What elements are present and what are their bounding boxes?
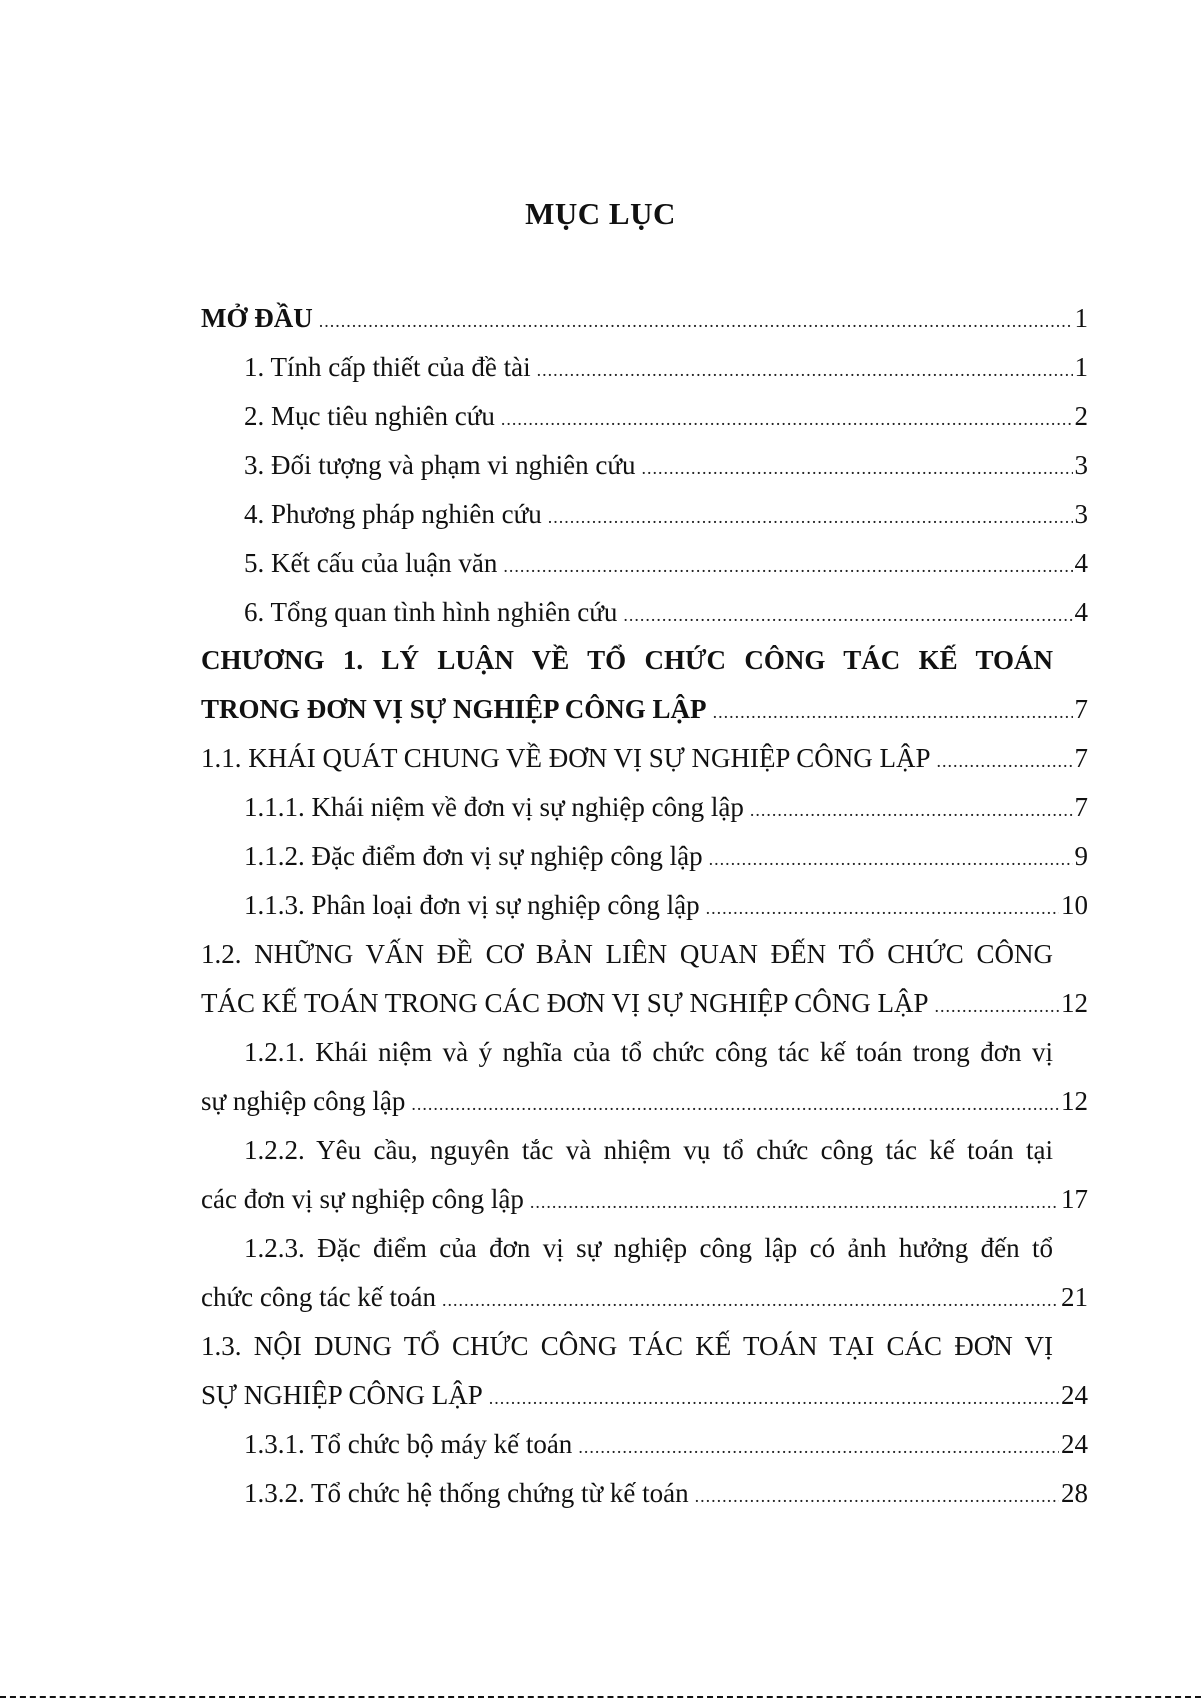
dot-leader bbox=[695, 1479, 1059, 1513]
toc-page-number: 7 bbox=[1074, 694, 1088, 724]
toc-entry-text: 3. Đối tượng và phạm vi nghiên cứu bbox=[244, 450, 636, 480]
toc-entry-text: 5. Kết cấu của luận văn bbox=[244, 548, 498, 578]
toc-page-number: 7 bbox=[1074, 743, 1088, 773]
dot-leader bbox=[503, 549, 1072, 583]
toc-entry-text: TÁC KẾ TOÁN TRONG CÁC ĐƠN VỊ SỰ NGHIỆP CÔNG LẬP bbox=[201, 988, 929, 1018]
toc-section-1-3-2 bbox=[244, 1476, 1088, 1513]
dot-leader bbox=[713, 695, 1073, 729]
toc-page-number: 4 bbox=[1074, 548, 1088, 578]
dot-leader bbox=[709, 842, 1073, 876]
toc-entry-text: sự nghiệp công lập bbox=[201, 1086, 406, 1116]
toc-entry-text: 1.3.1. Tổ chức bộ máy kế toán bbox=[244, 1429, 573, 1459]
toc-entry-text: chức công tác kế toán bbox=[201, 1282, 437, 1312]
toc-entry-5 bbox=[244, 546, 1088, 583]
toc-section-1-2-1-line1: 1.2.1. Khái niệm và ý nghĩa của tổ chức công tác kế toán trong đơn vị bbox=[244, 1037, 1053, 1067]
dot-leader bbox=[935, 989, 1060, 1023]
toc-entry-4 bbox=[244, 497, 1088, 534]
toc-section-1-3-line2 bbox=[201, 1378, 1088, 1415]
bottom-edge-rule bbox=[0, 1696, 1201, 1698]
toc-entry-6 bbox=[244, 595, 1088, 632]
dot-leader bbox=[706, 891, 1059, 925]
toc-page-number: 1 bbox=[1074, 303, 1088, 333]
toc-section-1-2-3-line2 bbox=[201, 1280, 1088, 1317]
toc-entry-1 bbox=[244, 350, 1088, 387]
dot-leader bbox=[750, 793, 1073, 827]
toc-page-number: 12 bbox=[1061, 988, 1088, 1018]
toc-entry-text: 1.1.3. Phân loại đơn vị sự nghiệp công lập bbox=[244, 890, 700, 920]
dot-leader bbox=[530, 1185, 1059, 1219]
toc-entry-text: TRONG ĐƠN VỊ SỰ NGHIỆP CÔNG LẬP bbox=[201, 694, 707, 724]
toc-entry-text: 1.1. KHÁI QUÁT CHUNG VỀ ĐƠN VỊ SỰ NGHIỆP CÔNG LẬP bbox=[201, 743, 931, 773]
toc-chapter-1-line1: CHƯƠNG 1. LÝ LUẬN VỀ TỔ CHỨC CÔNG TÁC KẾ TOÁN bbox=[201, 645, 1053, 675]
toc-section-1-1-2 bbox=[244, 839, 1088, 876]
toc-entry-text: SỰ NGHIỆP CÔNG LẬP bbox=[201, 1380, 483, 1410]
toc-chapter-1-line2 bbox=[201, 692, 1088, 729]
toc-page-number: 4 bbox=[1074, 597, 1088, 627]
toc-entry-text: 2. Mục tiêu nghiên cứu bbox=[244, 401, 495, 431]
toc-entry-text: 1. Tính cấp thiết của đề tài bbox=[244, 352, 531, 382]
toc-entry-text: các đơn vị sự nghiệp công lập bbox=[201, 1184, 524, 1214]
dot-leader bbox=[548, 500, 1073, 534]
toc-section-1-3-line1: 1.3. NỘI DUNG TỔ CHỨC CÔNG TÁC KẾ TOÁN TẠI CÁC ĐƠN VỊ bbox=[201, 1331, 1053, 1361]
dot-leader bbox=[411, 1087, 1059, 1121]
toc-page-number: 24 bbox=[1061, 1380, 1088, 1410]
toc-section-1-1-1 bbox=[244, 790, 1088, 827]
toc-section-1-2-line1: 1.2. NHỮNG VẤN ĐỀ CƠ BẢN LIÊN QUAN ĐẾN TỔ CHỨC CÔNG bbox=[201, 939, 1053, 969]
toc-page-number: 21 bbox=[1061, 1282, 1088, 1312]
toc-page-number: 3 bbox=[1074, 450, 1088, 480]
toc-entry-text: MỞ ĐẦU bbox=[201, 303, 313, 333]
toc-page-number: 17 bbox=[1061, 1184, 1088, 1214]
toc-entry-3 bbox=[244, 448, 1088, 485]
dot-leader bbox=[501, 402, 1073, 436]
toc-page-number: 1 bbox=[1074, 352, 1088, 382]
toc-entry-mo-dau bbox=[201, 301, 1088, 338]
dot-leader bbox=[578, 1430, 1059, 1464]
toc-page-number: 12 bbox=[1061, 1086, 1088, 1116]
dot-leader bbox=[537, 353, 1073, 387]
dot-leader bbox=[489, 1381, 1059, 1415]
dot-leader bbox=[623, 598, 1072, 632]
toc-entry-text: 6. Tổng quan tình hình nghiên cứu bbox=[244, 597, 618, 627]
toc-section-1-1 bbox=[201, 741, 1088, 778]
page-title: MỤC LỤC bbox=[525, 196, 676, 231]
dot-leader bbox=[642, 451, 1073, 485]
toc-entry-text: 1.3.2. Tổ chức hệ thống chứng từ kế toán bbox=[244, 1478, 689, 1508]
toc-entry-text: 1.1.2. Đặc điểm đơn vị sự nghiệp công lập bbox=[244, 841, 703, 871]
toc-page-number: 28 bbox=[1061, 1478, 1088, 1508]
toc-entry-text: 1.1.1. Khái niệm về đơn vị sự nghiệp công lập bbox=[244, 792, 744, 822]
toc-entry-2 bbox=[244, 399, 1088, 436]
toc-section-1-2-3-line1: 1.2.3. Đặc điểm của đơn vị sự nghiệp công lập có ảnh hưởng đến tổ bbox=[244, 1233, 1053, 1263]
dot-leader bbox=[442, 1283, 1059, 1317]
toc-page-number: 10 bbox=[1061, 890, 1088, 920]
dot-leader bbox=[936, 744, 1072, 778]
toc-section-1-2-2-line1: 1.2.2. Yêu cầu, nguyên tắc và nhiệm vụ tổ chức công tác kế toán tại bbox=[244, 1135, 1053, 1165]
dot-leader bbox=[319, 304, 1073, 338]
toc-page-number: 3 bbox=[1074, 499, 1088, 529]
toc-page-number: 24 bbox=[1061, 1429, 1088, 1459]
toc-page-number: 7 bbox=[1074, 792, 1088, 822]
toc-page-number: 2 bbox=[1074, 401, 1088, 431]
toc-section-1-2-1-line2 bbox=[201, 1084, 1088, 1121]
toc-section-1-3-1 bbox=[244, 1427, 1088, 1464]
toc-section-1-2-line2 bbox=[201, 986, 1088, 1023]
toc-section-1-2-2-line2 bbox=[201, 1182, 1088, 1219]
toc-entry-text: 4. Phương pháp nghiên cứu bbox=[244, 499, 542, 529]
toc-section-1-1-3 bbox=[244, 888, 1088, 925]
toc-page-number: 9 bbox=[1074, 841, 1088, 871]
